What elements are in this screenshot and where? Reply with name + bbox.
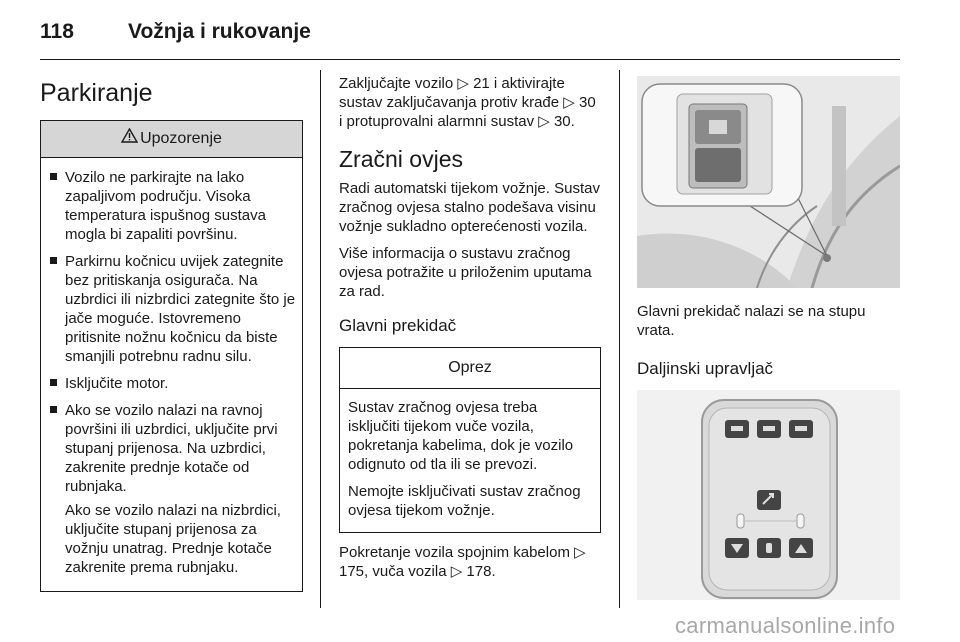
warning-header	[41, 121, 302, 158]
column-left	[40, 70, 303, 592]
bullet-square-icon	[50, 173, 57, 180]
air-suspension-info-paragraph: Više informacija o sustavu zračnog ovjesa potražite u priloženim uputama za rad.	[339, 245, 592, 300]
warning-item-text: Ako se vozilo nalazi na ravnoj površini ili uzbrdici, uključite prvi stupanj prijenosa. Na uzbrdici, zakrenite prednje kotače od rubnjaka.	[65, 402, 278, 495]
page-header	[40, 18, 900, 58]
chapter-title: Vožnja i rukovanje	[128, 20, 311, 43]
header-divider	[40, 59, 900, 60]
bottom-buttons	[725, 538, 813, 558]
warning-title: Upozorenje	[140, 130, 222, 148]
top-buttons	[725, 420, 813, 438]
section-title-air-suspension: Zračni ovjes	[339, 146, 463, 172]
warning-item	[49, 401, 296, 577]
door-pillar-switch-illustration	[637, 76, 900, 288]
caution-paragraph: Nemojte isključivati sustav zračnog ovjesa tijekom vožnje.	[348, 483, 581, 519]
section-title-parking: Parkiranje	[40, 79, 153, 107]
warning-item-text: Parkirnu kočnicu uvijek zategnite bez pritiskanja osigurača. Na uzbrdici ili nizbrdici zategnite što je jače moguće. Istovremeno pritisnite nožnu kočnicu da biste smanjili potrebnu radnu silu.	[65, 253, 296, 365]
bullet-square-icon	[50, 379, 57, 386]
warning-item-extra: Ako se vozilo nalazi na nizbrdici, uključite stupanj prijenosa za vožnju unatrag. Prednje kotače zakrenite prema rubnjaku.	[65, 502, 281, 576]
warning-item	[49, 168, 296, 244]
warning-body	[41, 158, 302, 591]
watermark: carmanualsonline.info	[675, 613, 896, 638]
air-suspension-paragraph: Radi automatski tijekom vožnje. Sustav zračnog ovjesa stalno podešava visinu vožnje sukladno opterećenosti vozila.	[339, 180, 600, 235]
column-divider	[619, 70, 620, 608]
warning-item-text: Vozilo ne parkirajte na lako zapaljivom području. Visoka temperatura ispušnog sustava mogla bi zapaliti površinu.	[65, 169, 266, 243]
jump-start-reference: Pokretanje vozila spojnim kabelom ▷ 175, vuča vozila ▷ 178.	[339, 544, 586, 580]
caution-body	[340, 389, 600, 532]
column-right	[637, 70, 900, 600]
column-middle	[339, 70, 601, 589]
remote-control-photo	[637, 390, 900, 600]
warning-item	[49, 374, 296, 393]
warning-triangle-icon	[121, 121, 138, 157]
main-switch-caption: Glavni prekidač nalazi se na stupu vrata.	[637, 303, 866, 339]
column-divider	[320, 70, 321, 608]
warning-box	[40, 120, 303, 592]
main-switch-photo	[637, 76, 900, 288]
warning-item-text: Isključite motor.	[65, 375, 169, 392]
page-number: 118	[40, 20, 74, 43]
subsection-remote-control: Daljinski upravljač	[637, 359, 774, 378]
caution-paragraph: Sustav zračnog ovjesa treba isključiti tijekom vuče vozila, pokretanja kabelima, dok je vozilo odignuto od tla ili se prevozi.	[348, 399, 574, 473]
warning-item	[49, 252, 296, 366]
intro-paragraph: Zaključajte vozilo ▷ 21 i aktivirajte sustav zaključavanja protiv krađe ▷ 30 i protuprovalni alarmni sustav ▷ 30.	[339, 75, 596, 130]
caution-title: Oprez	[340, 348, 600, 389]
caution-box	[339, 347, 601, 533]
bullet-square-icon	[50, 406, 57, 413]
remote-control-illustration	[637, 390, 900, 600]
subsection-main-switch: Glavni prekidač	[339, 316, 457, 335]
bullet-square-icon	[50, 257, 57, 264]
